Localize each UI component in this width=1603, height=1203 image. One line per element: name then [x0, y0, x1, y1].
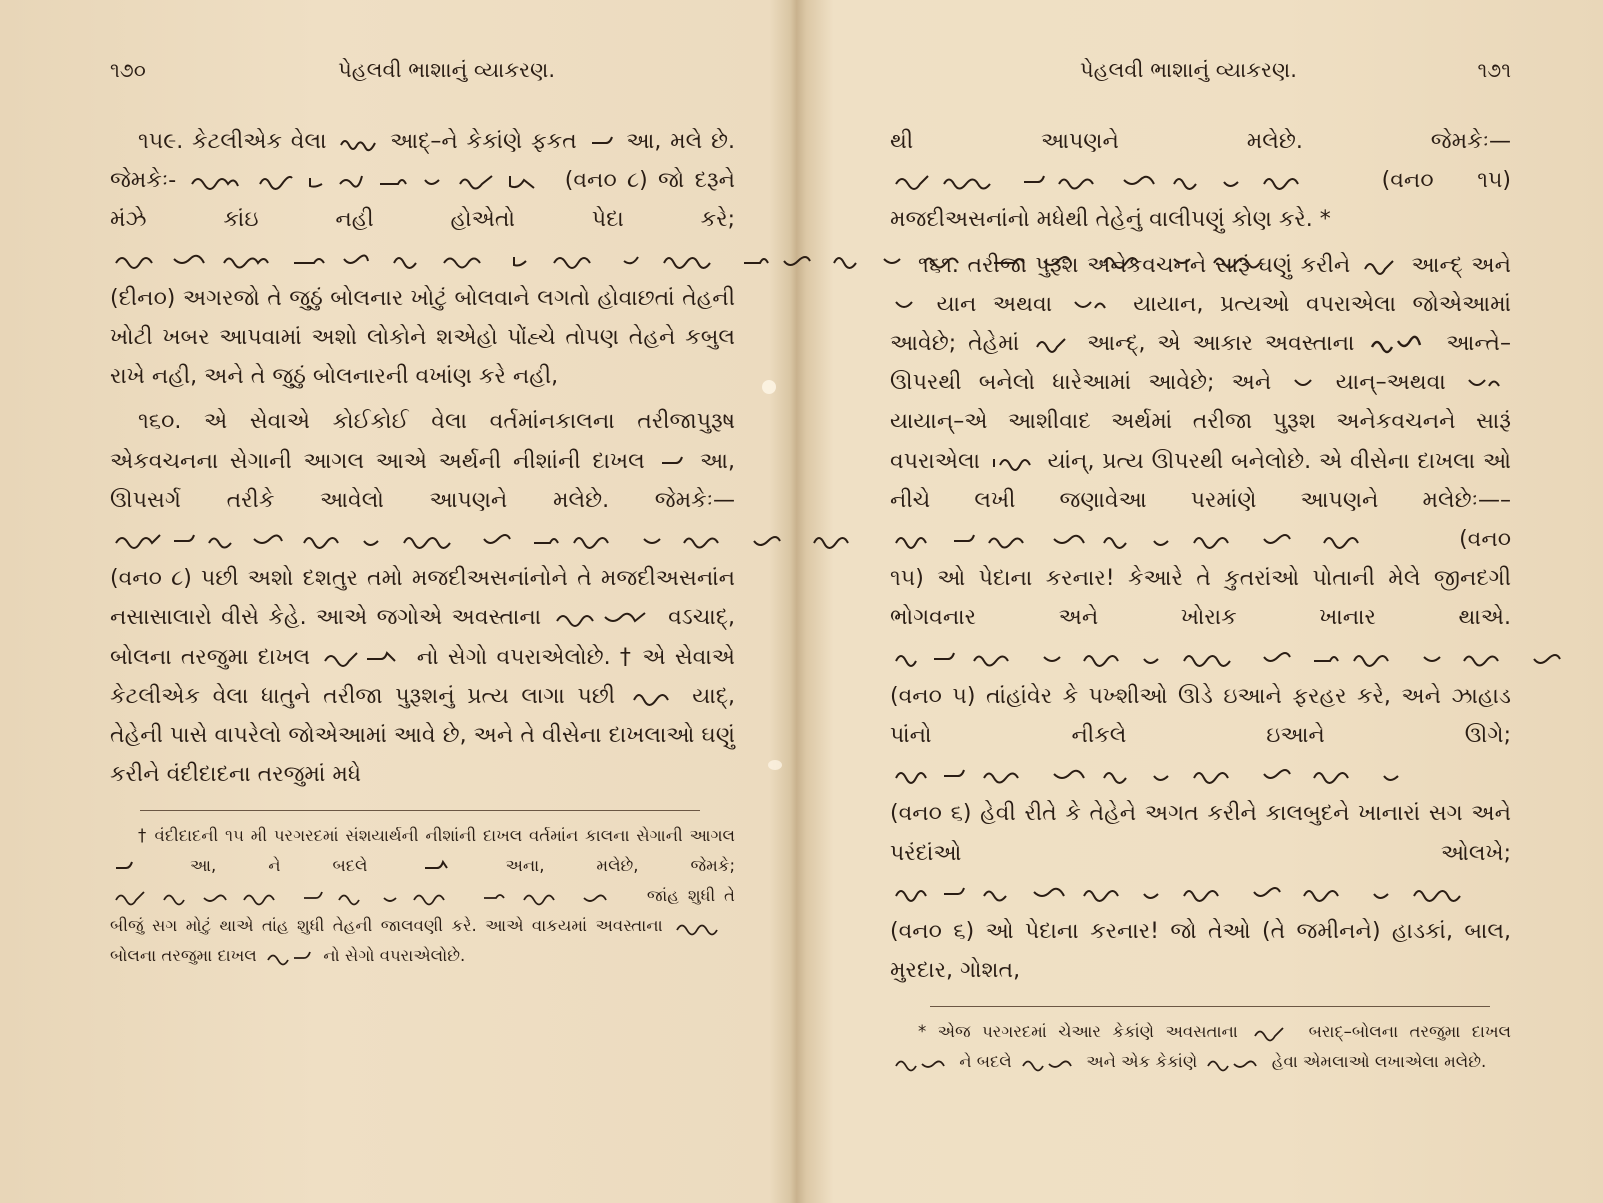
text-run: (દીન૦) અગરજો તે જુઠું બોલનાર ખોટું બોલવાને લગતો હોવાછતાં તેહની ખોટી ખબર આપવામાં અશો લોકોને શએહો પોંહ્ચે તોપણ તેહને કબુલ રાખે નહી, અને તે જુઠું બોલનારની વખાંણ કરે નહી,: [110, 285, 735, 390]
pahlavi-word: [632, 686, 676, 708]
pahlavi-phrase: [894, 529, 1414, 551]
footnote-text: નો સેગો વપરાએલોછે.: [323, 946, 466, 966]
footnote-text: આ, ને બદલે: [190, 856, 368, 876]
text-run: આ, ઊપસર્ગ તરીકે આવેલો આપણને મલેછે. જેમકેઃ—: [110, 448, 735, 513]
pahlavi-word: [992, 451, 1036, 473]
pahlavi-word: [675, 916, 731, 938]
pahlavi-word: [1370, 333, 1430, 355]
right-page: [800, 0, 1603, 1203]
text-run: યાદ્, તેહેની પાસે વાપરેલો જોએઆમાં આવે છે, અને તે વીસેના દાખલાઓ ઘણું કરીને વંદીદાદના તરજુમાં મધે: [110, 683, 735, 788]
pahlavi-phrase: [190, 170, 550, 192]
pahlavi-word: [894, 1052, 950, 1074]
pahlavi-word: [1021, 1052, 1077, 1074]
paper-stain: [762, 380, 776, 394]
text-run: યાન્–અથવા: [1335, 370, 1446, 396]
left-page-title: પેહલવી ભાશાનું વ્યાકરણ.: [338, 58, 555, 82]
footnote-rule: [140, 810, 700, 811]
text-run: (વન૦ ૬) હેવી રીતે કે તેહેને અગત કરીને કાલબુદને ખાનારાં સગ અને પરંદાંઓ ઓલખે;: [890, 801, 1511, 866]
text-run: (વન૦ ૧૫) મજદીઅસનાંનો મધેથી તેહેનું વાલીપણું કોણ કરે. *: [890, 168, 1512, 233]
paragraph-160: [110, 402, 735, 794]
pahlavi-phrase: [894, 647, 1603, 669]
pahlavi-word: [423, 856, 449, 878]
text-run: (વન૦ ૫) તાંહાંવેર કે પખ્શીઓ ઊડે ઇઆને ફરહર કરે, અને ઝાહાડ પાંનો નીકલે ઇઆને ઊગે;: [890, 683, 1511, 749]
text-run: (વન૦ ૬) ઓ પેદાના કરનાર! જો તેઓ (તે જમીનને) હાડકાં, બાલ, મુરદાર, ગોશત,: [890, 919, 1511, 984]
footnote-text: * એજ પરગરદમાં ચેઆર કેકાંણે અવસતાના: [918, 1022, 1238, 1042]
pahlavi-phrase: [114, 886, 634, 908]
pahlavi-phrase: [894, 882, 1554, 904]
footnote-text: અના, મલેછે, જેમકે;: [505, 856, 736, 876]
pahlavi-word: [555, 607, 655, 629]
pahlavi-phrase: [894, 170, 1334, 192]
footnote-text: જાંહ શુધી તે બીજું સગ મોટું થાએ તાંહ શુધી તેહની જાલવણી કરે. આએ વાકયમાં અવસ્તાના: [110, 886, 735, 936]
text-run: આદ્–ને કેકાંણે ફકત: [390, 129, 577, 154]
pahlavi-word: [1035, 333, 1071, 355]
footnote-text: બરાદ્–બોલના તરજુમા દાખલ: [1308, 1022, 1511, 1042]
pahlavi-phrase: [894, 764, 1454, 786]
pahlavi-word: [323, 647, 403, 669]
text-run: વઽચાદ્, બોલના તરજુમા દાખલ: [110, 605, 735, 670]
text-run: આ, મલે છે. જેમકેઃ-: [110, 129, 736, 194]
text-run: ૧૬૧. તરીજા પુરૂશ અનેકવચનને સારૂં ઘણું કરીને: [918, 252, 1351, 278]
left-page: [0, 0, 795, 1203]
text-run: આન્તે–ઊપરથી બનેલો ધારેઆમાં આવેછે; અને: [890, 331, 1511, 396]
text-run: યાયાન્–એ આશીવાદ અર્થમાં તરીજા પુરૂશ અનેકવચનને સારૂં વપરાએલા: [890, 409, 1511, 474]
right-page-number: ૧૭૧: [1477, 58, 1511, 82]
pahlavi-word: [114, 856, 134, 878]
footnote-text: હેવા એમલાઓ લખાએલા મલેછે.: [1271, 1052, 1487, 1072]
footnote-text: અને એક કેકાંણે: [1086, 1052, 1198, 1072]
pahlavi-word: [266, 946, 314, 968]
right-running-head: [890, 58, 1511, 100]
text-run: ૧૫૯. કેટલીએક વેલા: [138, 129, 327, 154]
pahlavi-word: [1363, 255, 1399, 277]
text-run: (વન૦ ૮) પછી અશો દશતુર તમો મજદીઅસનાંનોને તે મજદીઅસનાંન નસાસાલારો વીસે કેહે. આએ જગોએ અવસ્તાના: [110, 566, 735, 631]
pahlavi-word: [1253, 1022, 1293, 1044]
text-run: થી આપણને મલેછે. જેમકેઃ—: [890, 129, 1511, 154]
text-run: નો સેગો વપરાએલોછે. † એ સેવાએ કેટલીએક વેલા ધાતુને તરીજા પુરૂશનું પ્રત્ય લાગા પછી: [110, 644, 735, 709]
pahlavi-word: [590, 131, 614, 153]
paragraph-161: [890, 246, 1511, 991]
text-run: ૧૬૦. એ સેવાએ કોઈકોઈ વેલા વર્તમાંનકાલના તરીજાપુરૂષ એકવચનના સેગાની આગલ આએ અર્થની નીશાંની દાખલ: [110, 409, 735, 474]
pahlavi-word: [1293, 372, 1315, 394]
right-footnote: [890, 1017, 1511, 1077]
text-run: (વન૦ ૧૫) ઓ પેદાના કરનાર! કેઆરે તે કુતરાંઓ પોતાની મેલે જીનદગી ભોગવનાર અને ખોરાક ખાનાર થાએ.: [890, 527, 1511, 631]
left-running-head: [110, 58, 735, 100]
pahlavi-phrase: [114, 529, 874, 551]
pahlavi-word: [660, 451, 684, 473]
footnote-text: બોલના તરજુમા દાખલ: [110, 946, 257, 966]
right-page-title: પેહલવી ભાશાનું વ્યાકરણ.: [1080, 58, 1297, 82]
footnote-text: † વંદીદાદની ૧૫ મી પરગરદમાં સંશયાર્થની નીશાંની દાખલ વર્તમાંન કાલના સેગાની આગલ: [138, 826, 735, 846]
text-run: યાન અથવા: [936, 291, 1053, 317]
paragraph-159: [110, 122, 735, 396]
pahlavi-word: [894, 294, 916, 316]
footnote-text: ને બદલે: [959, 1052, 1012, 1072]
pahlavi-word: [339, 131, 377, 153]
text-run: આન્દ્ અને: [1411, 252, 1512, 278]
paragraph-160-continued: [890, 122, 1511, 240]
text-run: આન્દ્, એ આકાર અવસ્તાના: [1087, 331, 1355, 357]
text-run: યાયાન, પ્રત્યઓ વપરાએલા જોએઆમાં આવેછે; તેહેમાં: [890, 291, 1511, 357]
pahlavi-word: [1467, 372, 1507, 394]
left-page-number: ૧૭૦: [110, 58, 146, 82]
footnote-rule: [930, 1006, 1490, 1007]
left-footnote: [110, 821, 735, 971]
text-run: (વન૦ ૮) જો દરૂને મંઝે કાંઇ નહી હોએતો પેદા કરે;: [110, 168, 735, 233]
pahlavi-word: [1206, 1052, 1262, 1074]
pahlavi-word: [1073, 294, 1113, 316]
paper-stain: [768, 760, 782, 770]
text-run: યાંન્, પ્રત્ય ઊપરથી બનેલોછે. એ વીસેના દાખલા ઓ નીચે લખી જણાવેઆ પરમાંણે આપણને મલેછેઃ—–: [890, 448, 1512, 513]
